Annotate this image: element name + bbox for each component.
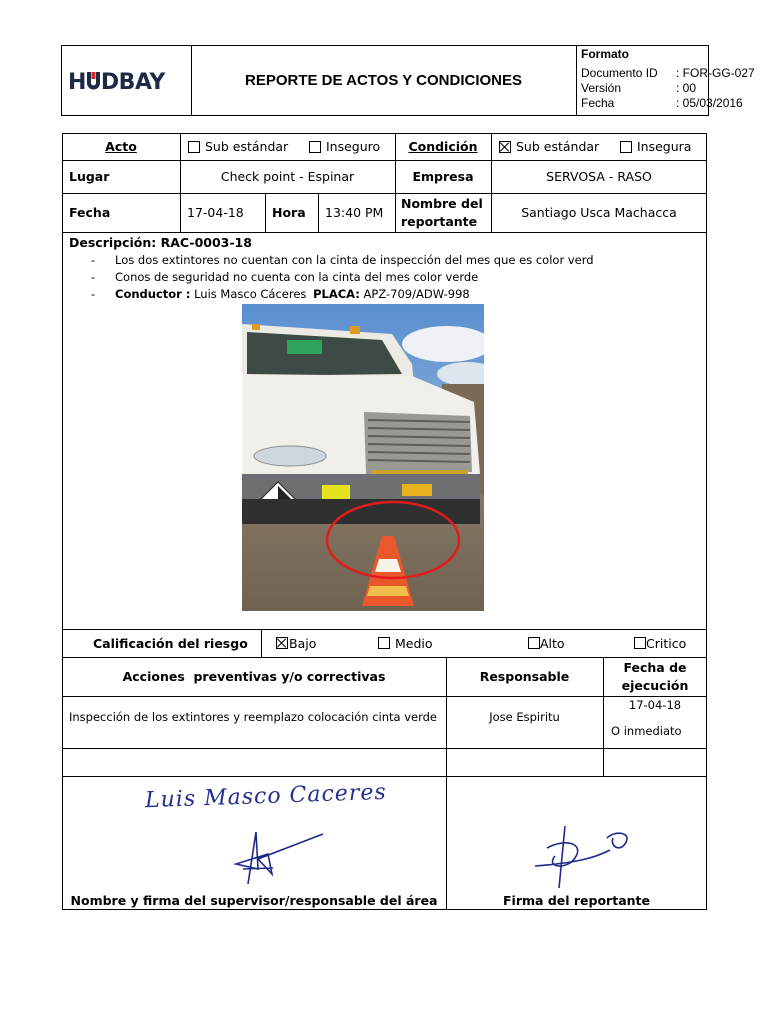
acto-inseguro-label: Inseguro xyxy=(326,139,381,154)
logo-u-mark xyxy=(86,72,101,90)
doc-id-label: Documento ID xyxy=(581,66,658,80)
divider xyxy=(261,629,262,657)
divider xyxy=(62,776,707,777)
fecha-ejecucion-header-line2: ejecución xyxy=(621,677,689,693)
fecha-ejecucion-header xyxy=(603,657,707,696)
acto-label: Acto xyxy=(105,139,137,154)
acto-sub-estandar[interactable] xyxy=(188,133,288,160)
checkbox-icon[interactable] xyxy=(188,141,200,153)
riesgo-label: Calificación del riesgo xyxy=(93,635,248,651)
fecha-row-label: Fecha xyxy=(69,205,111,220)
fecha-label: Fecha xyxy=(581,96,615,110)
version-label: Versión xyxy=(581,81,622,95)
divider xyxy=(62,232,707,233)
checkbox-icon[interactable] xyxy=(309,141,321,153)
logo-text-left: H xyxy=(68,70,86,95)
riesgo-critico[interactable] xyxy=(634,629,686,657)
acto-inseguro[interactable] xyxy=(309,133,380,160)
divider xyxy=(318,193,319,232)
document-title: REPORTE DE ACTOS Y CONDICIONES xyxy=(191,46,577,115)
fecha-ejecucion-header-line1: Fecha de xyxy=(623,659,687,675)
checkbox-icon[interactable] xyxy=(620,141,632,153)
riesgo-medio[interactable] xyxy=(378,629,433,657)
riesgo-bajo-label: Bajo xyxy=(289,635,317,651)
accion-fecha: 17-04-18 xyxy=(628,698,682,712)
hora-label: Hora xyxy=(272,205,306,220)
doc-id-value: : FOR-GG-027 xyxy=(676,66,755,80)
placa-label: PLACA: xyxy=(313,287,360,301)
acciones-header: Acciones preventivas y/o correctivas xyxy=(122,669,386,684)
condicion-label: Condición xyxy=(408,139,478,154)
accion-fecha-inmediato: O inmediato xyxy=(611,724,682,738)
accion-responsable: Jose Espiritu xyxy=(489,710,560,724)
logo-cell xyxy=(62,46,192,115)
condicion-sub-estandar[interactable] xyxy=(499,133,599,160)
descripcion-label: Descripción: RAC-0003-18 xyxy=(69,235,252,250)
checkbox-icon[interactable] xyxy=(634,637,646,649)
checkbox-icon[interactable] xyxy=(528,637,540,649)
placa-value: APZ-709/ADW-998 xyxy=(363,287,470,301)
conductor-line xyxy=(115,287,470,301)
hora-value: 13:40 PM xyxy=(325,205,384,220)
divider xyxy=(62,748,707,749)
checkbox-icon[interactable] xyxy=(378,637,390,649)
hudbay-logo xyxy=(68,70,165,95)
riesgo-medio-label: Medio xyxy=(395,635,433,651)
acto-sub-estandar-label: Sub estándar xyxy=(205,139,289,154)
reportante-label-line2: reportante xyxy=(401,213,478,229)
accion-text: Inspección de los extintores y reemplazo colocación cinta verde xyxy=(69,710,438,724)
lugar-value: Check point - Espinar xyxy=(220,169,355,184)
riesgo-alto[interactable] xyxy=(528,629,565,657)
descripcion-item: Conos de seguridad no cuenta con la cinta del mes color verde xyxy=(115,270,479,284)
version-value: : 00 xyxy=(676,81,697,95)
empresa-value: SERVOSA - RASO xyxy=(546,169,652,184)
empresa-label: Empresa xyxy=(412,169,474,184)
supervisor-signature-label: Nombre y firma del supervisor/responsable del área xyxy=(70,892,438,908)
document-meta xyxy=(576,46,755,115)
supervisor-handwritten-name: Luis Masco Caceres xyxy=(144,779,388,814)
supervisor-signature-icon xyxy=(228,824,338,894)
responsable-header: Responsable xyxy=(479,669,570,684)
reportante-value: Santiago Usca Machacca xyxy=(521,205,677,220)
condicion-sub-estandar-label: Sub estándar xyxy=(516,139,600,154)
fecha-value: : 05/03/2016 xyxy=(676,96,743,110)
riesgo-alto-label: Alto xyxy=(540,635,565,651)
lugar-label: Lugar xyxy=(69,169,110,184)
document-header xyxy=(61,45,755,116)
formato-label: Formato xyxy=(581,47,629,61)
truck-photo xyxy=(242,304,484,611)
divider xyxy=(265,193,266,232)
bullet-dash: - xyxy=(91,287,96,301)
logo-text-right: DBAY xyxy=(100,70,165,95)
fecha-row-value: 17-04-18 xyxy=(187,205,244,220)
condicion-insegura-label: Insegura xyxy=(637,139,692,154)
bullet-dash: - xyxy=(91,253,96,267)
checked-checkbox-icon[interactable] xyxy=(276,637,288,649)
riesgo-bajo[interactable] xyxy=(276,629,316,657)
condicion-insegura[interactable] xyxy=(620,133,691,160)
reportante-signature-icon xyxy=(515,818,640,893)
reportante-signature-label: Firma del reportante xyxy=(503,892,650,908)
riesgo-critico-label: Critico xyxy=(646,635,687,651)
conductor-label: Conductor : xyxy=(115,287,191,301)
checked-checkbox-icon[interactable] xyxy=(499,141,511,153)
descripcion-item: Los dos extintores no cuentan con la cinta de inspección del mes que es color verd xyxy=(115,253,594,267)
reportante-label-line1: Nombre del xyxy=(401,195,483,211)
reportante-label xyxy=(401,193,483,232)
conductor-value: Luis Masco Cáceres xyxy=(194,287,307,301)
bullet-dash: - xyxy=(91,270,96,284)
